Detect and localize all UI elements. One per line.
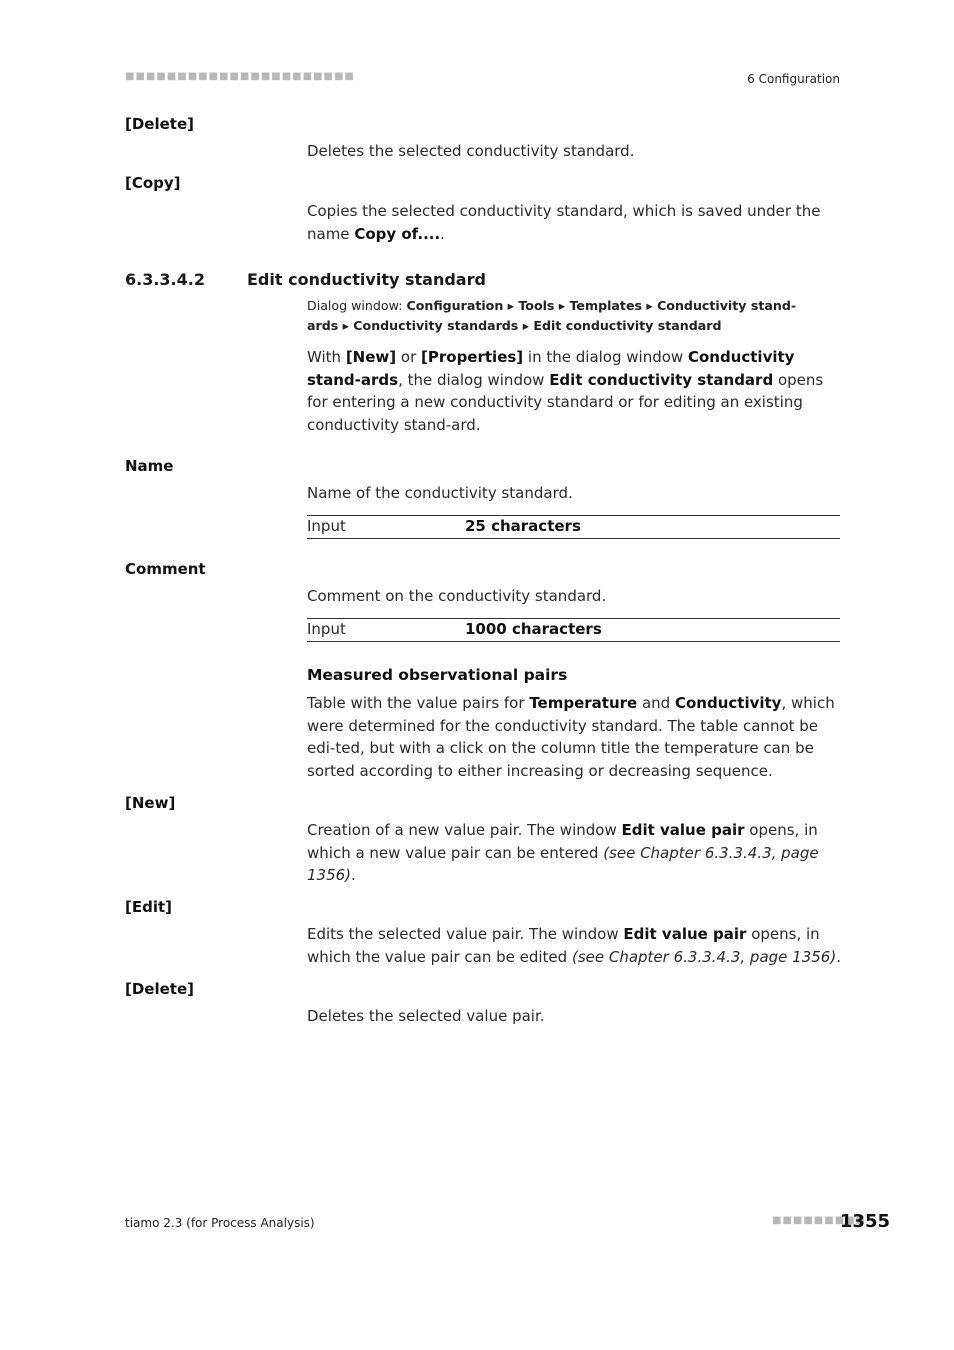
comment-term: Comment bbox=[125, 560, 206, 578]
comment-input-table bbox=[307, 618, 840, 642]
new-term: [New] bbox=[125, 794, 176, 812]
new-desc: Creation of a new value pair. The window Edit value pair opens, in which a new value pair can be entered (see Chapter 6.3.3.4.3, page 1356). bbox=[307, 821, 819, 884]
copy-desc: Copies the selected conductivity standard, which is saved under the name Copy of..... bbox=[307, 202, 821, 243]
pairs-desc: Table with the value pairs for Temperature and Conductivity, which were determined for the conductivity standard. The table cannot be edi-ted, but with a click on the column title the temperature can be sorted according to either increasing or decreasing sequence. bbox=[307, 694, 835, 780]
pairs-heading: Measured observational pairs bbox=[307, 666, 568, 684]
name-input-label: Input bbox=[307, 517, 346, 535]
section-number: 6.3.3.4.2 bbox=[125, 270, 205, 289]
copy-term: [Copy] bbox=[125, 174, 181, 192]
footer-decoration: ■■■■■■■■■ bbox=[772, 1215, 867, 1226]
header-decoration: ■■■■■■■■■■■■■■■■■■■■■■ bbox=[125, 71, 355, 82]
name-input-table bbox=[307, 515, 840, 539]
section-intro: With [New] or [Properties] in the dialog window Conductivity stand-ards, the dialog window Edit conductivity standard opens for entering a new conductivity standard or for editing an existing conductivity stand-ard. bbox=[307, 348, 824, 434]
edit-desc: Edits the selected value pair. The window Edit value pair opens, in which the value pair can be edited (see Chapter 6.3.3.4.3, page 1356). bbox=[307, 925, 841, 966]
dialog-path: Dialog window: Configuration ▸ Tools ▸ Templates ▸ Conductivity stand- ards ▸ Conductivity standards ▸ Edit conductivity standard bbox=[307, 298, 797, 333]
delete-standard-desc: Deletes the selected conductivity standard. bbox=[307, 142, 635, 160]
edit-term: [Edit] bbox=[125, 898, 173, 916]
name-term: Name bbox=[125, 457, 174, 475]
comment-desc: Comment on the conductivity standard. bbox=[307, 587, 607, 605]
section-title: Edit conductivity standard bbox=[247, 270, 486, 289]
delete-pair-term: [Delete] bbox=[125, 980, 194, 998]
name-desc: Name of the conductivity standard. bbox=[307, 484, 573, 502]
comment-input-label: Input bbox=[307, 620, 346, 638]
name-input-value: 25 characters bbox=[465, 517, 581, 535]
comment-input-value: 1000 characters bbox=[465, 620, 602, 638]
chapter-title: 6 Configuration bbox=[747, 72, 840, 86]
delete-standard-term: [Delete] bbox=[125, 115, 194, 133]
delete-pair-desc: Deletes the selected value pair. bbox=[307, 1007, 545, 1025]
footer-product: tiamo 2.3 (for Process Analysis) bbox=[125, 1216, 315, 1230]
page-number: 1355 bbox=[839, 1211, 890, 1232]
